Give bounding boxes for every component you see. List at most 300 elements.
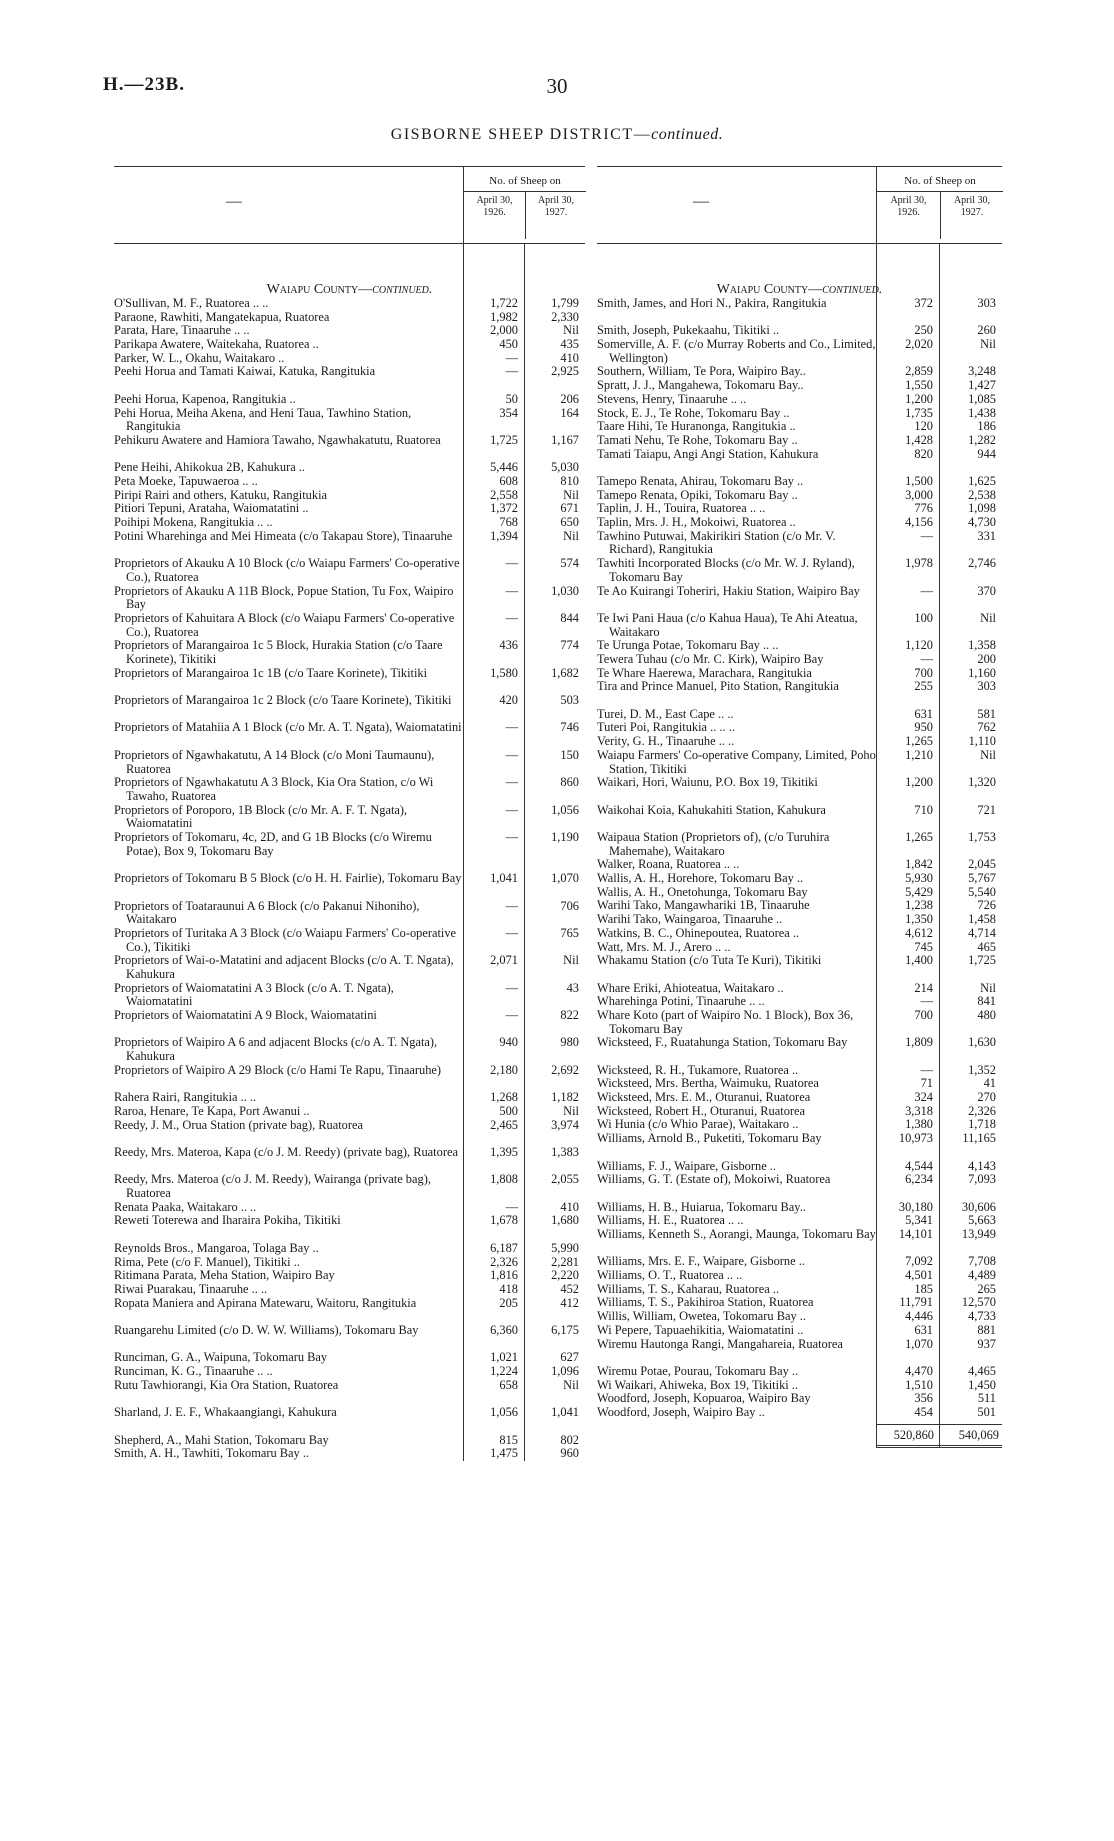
sheep-1927-value: 581 [977, 706, 996, 721]
sheep-1926-value: 3,000 [905, 487, 933, 502]
owner-name: Williams, Kenneth S., Aorangi, Maunga, Tokomaru Bay [597, 1227, 876, 1242]
owner-name: Smith, Joseph, Pukekaahu, Tikitiki .. [597, 323, 780, 338]
sheep-1927-value: 5,540 [968, 884, 996, 899]
owner-name: Woodford, Joseph, Kopuaroa, Waipiro Bay [597, 1391, 811, 1406]
sheep-1926-value: 3,318 [905, 1103, 933, 1118]
sheep-1926-value: 372 [914, 296, 933, 310]
sheep-1927-value: 1,725 [968, 953, 996, 968]
owner-name: Wicksteed, Robert H., Oturanui, Ruatorea [597, 1103, 806, 1118]
sheep-1927-value: 1,450 [968, 1377, 996, 1392]
owner-name: Ropata Maniera and Apirana Matewaru, Waitoru, Rangitukia [114, 1295, 417, 1310]
sheep-1926-value: 6,360 [490, 1323, 518, 1338]
table-row [597, 721, 1002, 735]
owner-name: Tawhiti Incorporated Blocks (c/o Mr. W. J. Ryland), Tokomaru Bay [597, 556, 855, 584]
sheep-1926-value: 1,735 [905, 405, 933, 420]
owner-name: Willis, William, Owetea, Tokomaru Bay .. [597, 1309, 806, 1324]
table-row [597, 680, 1002, 707]
table-row [597, 585, 1002, 612]
table-row [597, 1091, 1002, 1105]
table-row [114, 612, 585, 639]
sheep-1927-value: 1,427 [968, 378, 996, 393]
owner-name: Waiapu Farmers' Co-operative Company, Limited, Poho Station, Tikitiki [597, 747, 876, 776]
sheep-1926-value: 768 [499, 515, 518, 530]
sheep-1926-value: 10,973 [898, 1131, 933, 1146]
table-row [597, 982, 1002, 996]
sheep-1926-value: 700 [914, 1007, 933, 1022]
table-row [114, 721, 585, 748]
table-row [597, 612, 1002, 639]
sheep-1926-value: — [505, 830, 518, 845]
sheep-1927-value: 2,538 [968, 487, 996, 502]
totals-row [597, 1425, 1002, 1441]
sheep-1926-value: 1,510 [905, 1377, 933, 1392]
sheep-1926-value: 1,268 [490, 1090, 518, 1105]
sheep-1926-value: — [505, 747, 518, 762]
left-column-header [114, 166, 585, 244]
owner-name: Rahera Rairi, Rangitukia .. .. [114, 1090, 257, 1105]
owner-name: Whare Koto (part of Waipiro No. 1 Block), Box 36, Tokomaru Bay [597, 1007, 854, 1036]
col-1927-header: April 30, 1927. [940, 191, 1003, 239]
sheep-1926-value: 1,056 [490, 1405, 518, 1420]
sheep-1927-value: Nil [563, 487, 579, 502]
owner-name: Pehikuru Awatere and Hamiora Tawaho, Ngawhakatutu, Ruatorea [114, 432, 441, 447]
owner-name: Proprietors of Toataraunui A 6 Block (c/o Pakanui Nihoniho), Waitakaro [114, 898, 420, 927]
sheep-1926-value: 631 [914, 1322, 933, 1337]
sheep-1927-value: 186 [977, 419, 996, 434]
table-row [114, 1173, 585, 1200]
table-row [597, 941, 1002, 955]
table-row [597, 338, 1002, 365]
sheep-1927-value: 465 [977, 939, 996, 954]
table-row [597, 434, 1002, 448]
report-reference: H.—23B. [103, 74, 185, 95]
table-row [597, 1077, 1002, 1091]
sheep-1927-value: 627 [560, 1350, 579, 1365]
title-continued: continued. [651, 126, 724, 143]
owner-name: Wharehinga Potini, Tinaaruhe .. .. [597, 994, 765, 1009]
sheep-1926-value: 776 [914, 501, 933, 516]
table-row [597, 749, 1002, 776]
sheep-1927-value: 671 [560, 501, 579, 516]
sheep-1927-value: 4,143 [968, 1158, 996, 1173]
table-row [114, 352, 585, 366]
sheep-1927-value: 4,714 [968, 925, 996, 940]
owner-name: Rutu Tawhiorangi, Kia Ora Station, Ruatorea [114, 1377, 339, 1392]
page-title: GISBORNE SHEEP DISTRICT—continued. [390, 126, 724, 143]
owner-name: Renata Paaka, Waitakaro .. .. [114, 1199, 257, 1214]
sheep-1926-value: 608 [499, 473, 518, 488]
table-row [597, 1365, 1002, 1379]
sheep-1927-value: 860 [560, 775, 579, 790]
sheep-1926-value: 4,470 [905, 1363, 933, 1378]
table-row [597, 1338, 1002, 1365]
sheep-1927-value: 7,093 [968, 1172, 996, 1187]
sheep-1927-value: 1,167 [551, 432, 579, 447]
sheep-1927-value: 11,165 [962, 1131, 996, 1146]
sheep-1927-value: 1,282 [968, 432, 996, 447]
sheep-1926-value: 1,809 [905, 1035, 933, 1050]
sheep-1926-value: 940 [499, 1035, 518, 1050]
table-row [114, 900, 585, 927]
owner-name: Proprietors of Ngawhakatutu, A 14 Block (c/o Moni Taumaunu), Ruatorea [114, 747, 435, 776]
sheep-1927-value: 1,680 [551, 1213, 579, 1228]
sheep-1927-value: 1,098 [968, 501, 996, 516]
sheep-1926-value: — [505, 1008, 518, 1023]
owner-name: Wi Hunia (c/o Whio Parae), Waitakaro .. [597, 1117, 799, 1132]
sheep-1926-value: — [920, 1062, 933, 1077]
sheep-1926-value: 450 [499, 337, 518, 352]
sheep-1927-value: 1,030 [551, 583, 579, 598]
sheep-1926-value: 1,265 [905, 734, 933, 749]
table-row [114, 1379, 585, 1406]
table-row [597, 667, 1002, 681]
table-row [114, 1201, 585, 1215]
table-row [597, 407, 1002, 421]
sheep-1926-value: 2,558 [490, 487, 518, 502]
table-row [597, 557, 1002, 584]
table-row [114, 585, 585, 612]
owner-name: Watkins, B. C., Ohinepoutea, Ruatorea .. [597, 925, 800, 940]
table-row [114, 1256, 585, 1270]
table-row [114, 1269, 585, 1283]
sheep-1927-value: 3,974 [551, 1117, 579, 1132]
sheep-1926-value: 205 [499, 1295, 518, 1310]
owner-name: Somerville, A. F. (c/o Murray Roberts and Co., Limited, Wellington) [597, 337, 876, 365]
sheep-1927-value: 960 [560, 1446, 579, 1461]
sheep-1926-value: 324 [914, 1090, 933, 1105]
sheep-1927-value: 43 [566, 980, 579, 995]
sheep-1926-value: 1,428 [905, 432, 933, 447]
owner-name: Reedy, J. M., Orua Station (private bag), Ruatorea [114, 1117, 364, 1132]
owner-name: Williams, O. T., Ruatorea .. .. [597, 1268, 743, 1283]
owner-name: Warihi Tako, Mangawhariki 1B, Tinaaruhe [597, 898, 810, 913]
sheep-1927-value: 2,281 [551, 1254, 579, 1269]
owner-name: Reynolds Bros., Mangaroa, Tolaga Bay .. [114, 1240, 319, 1255]
sheep-1927-value: 944 [977, 446, 996, 461]
sheep-1927-value: 1,438 [968, 405, 996, 420]
owner-name: Ruangarehu Limited (c/o D. W. W. Williams), Tokomaru Bay [114, 1323, 419, 1338]
table-row [114, 1297, 585, 1324]
sheep-1927-value: 2,330 [551, 309, 579, 324]
table-row [114, 667, 585, 694]
sheep-1927-value: 410 [560, 350, 579, 365]
owner-name: Wi Pepere, Tapuaehikitia, Waiomatatini .. [597, 1322, 804, 1337]
sheep-1927-value: Nil [563, 953, 579, 968]
sheep-1926-value: 120 [914, 419, 933, 434]
sheep-1926-value: — [505, 610, 518, 625]
sheep-1927-value: 650 [560, 515, 579, 530]
sheep-1927-value: 41 [983, 1076, 996, 1091]
sheep-1927-value: 937 [977, 1336, 996, 1351]
table-row [114, 407, 585, 434]
owner-name: Smith, James, and Hori N., Pakira, Rangitukia [597, 296, 827, 310]
owner-name: Woodford, Joseph, Waipiro Bay .. [597, 1404, 765, 1419]
sheep-1927-value: 12,570 [961, 1295, 996, 1310]
col-1926-header: April 30, 1926. [890, 195, 927, 218]
table-row [114, 1009, 585, 1036]
sheep-1927-value: 2,925 [551, 364, 579, 379]
sheep-1927-value: 5,990 [551, 1240, 579, 1255]
owner-name: Runciman, G. A., Waipuna, Tokomaru Bay [114, 1350, 328, 1365]
sheep-1927-value: 1,625 [968, 473, 996, 488]
owner-name: Wicksteed, F., Ruatahunga Station, Tokomaru Bay [597, 1035, 848, 1050]
col-1926-header: April 30, 1926. [476, 195, 513, 218]
table-row [114, 1036, 585, 1063]
sheep-1926-value: 1,978 [905, 556, 933, 571]
owner-name: Reweti Toterewa and Iharaira Pokiha, Tikitiki [114, 1213, 341, 1228]
sheep-1926-value: — [505, 925, 518, 940]
owner-name: Peehi Horua, Kapenoa, Rangitukia .. [114, 391, 296, 406]
sheep-1927-value: 2,746 [968, 556, 996, 571]
table-row [597, 804, 1002, 831]
sheep-1926-value: 2,859 [905, 364, 933, 379]
owner-name: Proprietors of Wai-o-Matatini and adjacent Blocks (c/o A. T. Ngata), Kahukura [114, 953, 454, 981]
sheep-1927-value: 746 [560, 720, 579, 735]
owner-name: Proprietors of Marangairoa 1c 5 Block, Hurakia Station (c/o Taare Korinete), Tikitiki [114, 638, 443, 666]
owner-name: Tuteri Poi, Rangitukia .. .. .. [597, 720, 735, 735]
table-row [114, 365, 585, 392]
sheep-1927-value: 4,489 [968, 1268, 996, 1283]
sheep-1927-value: 7,708 [968, 1254, 996, 1269]
sheep-1926-value: 1,982 [490, 309, 518, 324]
sheep-1927-value: 1,320 [968, 775, 996, 790]
table-row [114, 1064, 585, 1091]
sheep-1926-value: 710 [914, 802, 933, 817]
sheep-1927-value: 1,160 [968, 665, 996, 680]
owner-name: Watt, Mrs. M. J., Arero .. .. [597, 939, 731, 954]
sheep-1927-value: 1,096 [551, 1364, 579, 1379]
owner-name: Taplin, Mrs. J. H., Mokoiwi, Ruatorea .. [597, 515, 796, 530]
sheep-1927-value: Nil [980, 980, 996, 995]
owner-name: Williams, G. T. (Estate of), Mokoiwi, Ruatorea [597, 1172, 831, 1187]
sheep-1927-value: Nil [563, 1103, 579, 1118]
table-row [114, 311, 585, 325]
sheep-count-header [463, 167, 586, 243]
owner-name: Proprietors of Marangairoa 1c 2 Block (c/o Taare Korinete), Tikitiki [114, 693, 452, 708]
table-row [114, 489, 585, 503]
sheep-1927-value: 412 [560, 1295, 579, 1310]
sheep-1926-value: 2,465 [490, 1117, 518, 1132]
table-row [114, 1105, 585, 1119]
sheep-1927-value: 13,949 [961, 1227, 996, 1242]
sheep-1927-value: 435 [560, 337, 579, 352]
sheep-1927-value: 810 [560, 473, 579, 488]
sheep-1926-value: 1,210 [905, 747, 933, 762]
sheep-1926-value: 950 [914, 720, 933, 735]
sheep-1927-value: 260 [977, 323, 996, 338]
owner-name: Tira and Prince Manuel, Pito Station, Rangitukia [597, 679, 839, 694]
sheep-1927-value: 2,220 [551, 1268, 579, 1283]
sheep-1927-value: 4,465 [968, 1363, 996, 1378]
owner-name: Parata, Hare, Tinaaruhe .. .. [114, 323, 250, 338]
sheep-1926-value: — [920, 528, 933, 543]
owner-name: Tamati Nehu, Te Rohe, Tokomaru Bay .. [597, 432, 798, 447]
owner-name: Parker, W. L., Okahu, Waitakaro .. [114, 350, 285, 365]
table-row [114, 297, 585, 311]
table-row [597, 502, 1002, 516]
table-row [597, 708, 1002, 722]
owner-name: Taplin, J. H., Touira, Ruatorea .. .. [597, 501, 766, 516]
owner-name: Reedy, Mrs. Materoa, Kapa (c/o J. M. Reedy) (private bag), Ruatorea [114, 1145, 458, 1160]
sheep-1926-value: 745 [914, 939, 933, 954]
sheep-1926-value: — [505, 898, 518, 913]
sheep-1927-value: 370 [977, 583, 996, 598]
sheep-count-title: No. of Sheep on [464, 173, 586, 192]
sheep-1926-value: — [920, 651, 933, 666]
sheep-1926-value: 1,200 [905, 775, 933, 790]
sheep-1926-value: 820 [914, 446, 933, 461]
sheep-1927-value: 574 [560, 556, 579, 571]
sheep-1926-value: — [505, 364, 518, 379]
owner-name: Riwai Puarakau, Tinaaruhe .. .. [114, 1281, 268, 1296]
sheep-1927-value: Nil [980, 747, 996, 762]
sheep-1927-value: 5,767 [968, 871, 996, 886]
sheep-1926-value: — [505, 802, 518, 817]
owner-name: Whakamu Station (c/o Tuta Te Kuri), Tikitiki [597, 953, 822, 968]
table-row [597, 995, 1002, 1009]
sheep-1926-value: 1,372 [490, 501, 518, 516]
owner-name: Smith, A. H., Tawhiti, Tokomaru Bay .. [114, 1446, 310, 1461]
sheep-1926-value: 1,725 [490, 432, 518, 447]
table-row [597, 1064, 1002, 1078]
sheep-1926-value: 1,238 [905, 898, 933, 913]
sheep-count-header [876, 167, 1003, 243]
sheep-1927-value: 774 [560, 638, 579, 653]
sheep-1927-value: 452 [560, 1281, 579, 1296]
sheep-1926-value: 354 [499, 405, 518, 420]
sheep-1926-value: 1,816 [490, 1268, 518, 1283]
table-row [597, 1228, 1002, 1255]
sheep-1926-value: 1,021 [490, 1350, 518, 1365]
table-row [114, 1406, 585, 1433]
owner-name: Williams, F. J., Waipare, Gisborne .. [597, 1158, 776, 1173]
owner-name: Wicksteed, Mrs. E. M., Oturanui, Ruatorea [597, 1090, 811, 1105]
sheep-1926-value: 1,265 [905, 829, 933, 844]
owner-name: Verity, G. H., Tinaaruhe .. .. [597, 734, 735, 749]
table-row [114, 694, 585, 721]
sheep-1926-value: 1,500 [905, 473, 933, 488]
name-column-dash: — [226, 193, 242, 210]
owner-name: Spratt, J. J., Mangahewa, Tokomaru Bay.. [597, 378, 804, 393]
sheep-1927-value: 2,045 [968, 857, 996, 872]
sheep-1927-value: 881 [977, 1322, 996, 1337]
owner-name: Walker, Roana, Ruatorea .. .. [597, 857, 740, 872]
col-1927-header: April 30, 1927. [525, 191, 586, 239]
owner-name: Proprietors of Turitaka A 3 Block (c/o Waiapu Farmers' Co-operative Co.), Tikitiki [114, 925, 457, 954]
sheep-1926-value: 50 [505, 391, 518, 406]
sheep-1926-value: 5,429 [905, 884, 933, 899]
sheep-1927-value: 1,110 [968, 734, 996, 749]
table-row [597, 1036, 1002, 1063]
owner-name: Sharland, J. E. F., Whakaangiangi, Kahukura [114, 1405, 337, 1420]
sheep-1927-value: 501 [977, 1404, 996, 1419]
owner-name: Piripi Rairi and others, Katuku, Rangitukia [114, 487, 328, 502]
owner-name: Waikohai Koia, Kahukahiti Station, Kahukura [597, 802, 826, 817]
table-row [597, 1160, 1002, 1174]
sheep-1926-value: 815 [499, 1432, 518, 1447]
sheep-1927-value: 1,718 [968, 1117, 996, 1132]
page-number: 30 [546, 74, 568, 98]
table-row [597, 1132, 1002, 1159]
sheep-1926-value: 1,842 [905, 857, 933, 872]
sheep-1927-value: 30,606 [961, 1199, 996, 1214]
owner-name: Proprietors of Poroporo, 1B Block (c/o Mr. A. F. T. Ngata), Waiomatatini [114, 802, 408, 831]
right-table-body [597, 282, 1002, 1448]
owner-name: Pitiori Tepuni, Arataha, Waiomatatini .. [114, 501, 309, 516]
sheep-1926-value: 2,326 [490, 1254, 518, 1269]
owner-name: Ritimana Parata, Meha Station, Waipiro Bay [114, 1268, 335, 1283]
table-row [597, 872, 1002, 886]
table-row [114, 530, 585, 557]
owner-name: Wicksteed, Mrs. Bertha, Waimuku, Ruatorea [597, 1076, 819, 1091]
sheep-1927-value: 164 [560, 405, 579, 420]
owner-name: Proprietors of Marangairoa 1c 1B (c/o Taare Korinete), Tikitiki [114, 665, 428, 680]
table-row [597, 776, 1002, 803]
owner-name: Proprietors of Waipiro A 6 and adjacent Blocks (c/o A. T. Ngata), Kahukura [114, 1035, 438, 1064]
owner-name: Raroa, Henare, Te Kapa, Port Awanui .. [114, 1103, 310, 1118]
owner-name: Potini Wharehinga and Mei Himeata (c/o Takapau Store), Tinaaruhe [114, 528, 453, 543]
sheep-1927-value: 822 [560, 1008, 579, 1023]
table-row [114, 475, 585, 489]
name-column-dash: — [693, 193, 709, 210]
sheep-1927-value: 1,085 [968, 391, 996, 406]
sheep-1927-value: 841 [977, 994, 996, 1009]
left-table [114, 166, 585, 1461]
owner-name: Parikapa Awatere, Waitekaha, Ruatorea .. [114, 337, 319, 352]
title-text: GISBORNE SHEEP DISTRICT [390, 126, 634, 143]
sheep-1927-value: 1,352 [968, 1062, 996, 1077]
sheep-1927-value: 1,070 [551, 871, 579, 886]
table-row [114, 1119, 585, 1146]
table-row [597, 1406, 1002, 1420]
table-row [597, 365, 1002, 379]
owner-name: Peta Moeke, Tapuwaeroa .. .. [114, 473, 258, 488]
total-double-rule [876, 1445, 1002, 1448]
table-row [597, 1283, 1002, 1297]
sheep-1927-value: 5,663 [968, 1213, 996, 1228]
owner-name: Reedy, Mrs. Materoa (c/o J. M. Reedy), Wairanga (private bag), Ruatorea [114, 1172, 431, 1201]
table-row [114, 927, 585, 954]
table-row [114, 324, 585, 338]
table-row [597, 489, 1002, 503]
sheep-1926-value: 1,120 [905, 638, 933, 653]
owner-name: Shepherd, A., Mahi Station, Tokomaru Bay [114, 1432, 329, 1447]
sheep-1926-value: 5,341 [905, 1213, 933, 1228]
table-row [114, 776, 585, 803]
table-row [114, 872, 585, 899]
sheep-1926-value: 1,394 [490, 528, 518, 543]
owner-name: Southern, William, Te Pora, Waipiro Bay.. [597, 364, 806, 379]
sheep-1926-value: 420 [499, 693, 518, 708]
owner-name: Waikari, Hori, Waiunu, P.O. Box 19, Tikitiki [597, 775, 818, 790]
table-row [114, 338, 585, 352]
owner-name: Proprietors of Kahuitara A Block (c/o Waiapu Farmers' Co-operative Co.), Ruatorea [114, 610, 455, 639]
table-row [114, 557, 585, 584]
owner-name: Te Urunga Potae, Tokomaru Bay .. .. [597, 638, 779, 653]
sheep-1926-value: 7,092 [905, 1254, 933, 1269]
table-row [114, 1214, 585, 1241]
sheep-1927-value: Nil [980, 610, 996, 625]
total-1926: 520,860 [893, 1427, 934, 1442]
table-row [597, 475, 1002, 489]
table-row [597, 1118, 1002, 1132]
sheep-1927-value: 980 [560, 1035, 579, 1050]
sheep-1926-value: — [505, 556, 518, 571]
sheep-1926-value: 71 [920, 1076, 933, 1091]
owner-name: Pehi Horua, Meiha Akena, and Heni Taua, Tawhino Station, Rangitukia [114, 405, 412, 434]
sheep-1927-value: 1,190 [551, 830, 579, 845]
table-row [114, 639, 585, 666]
